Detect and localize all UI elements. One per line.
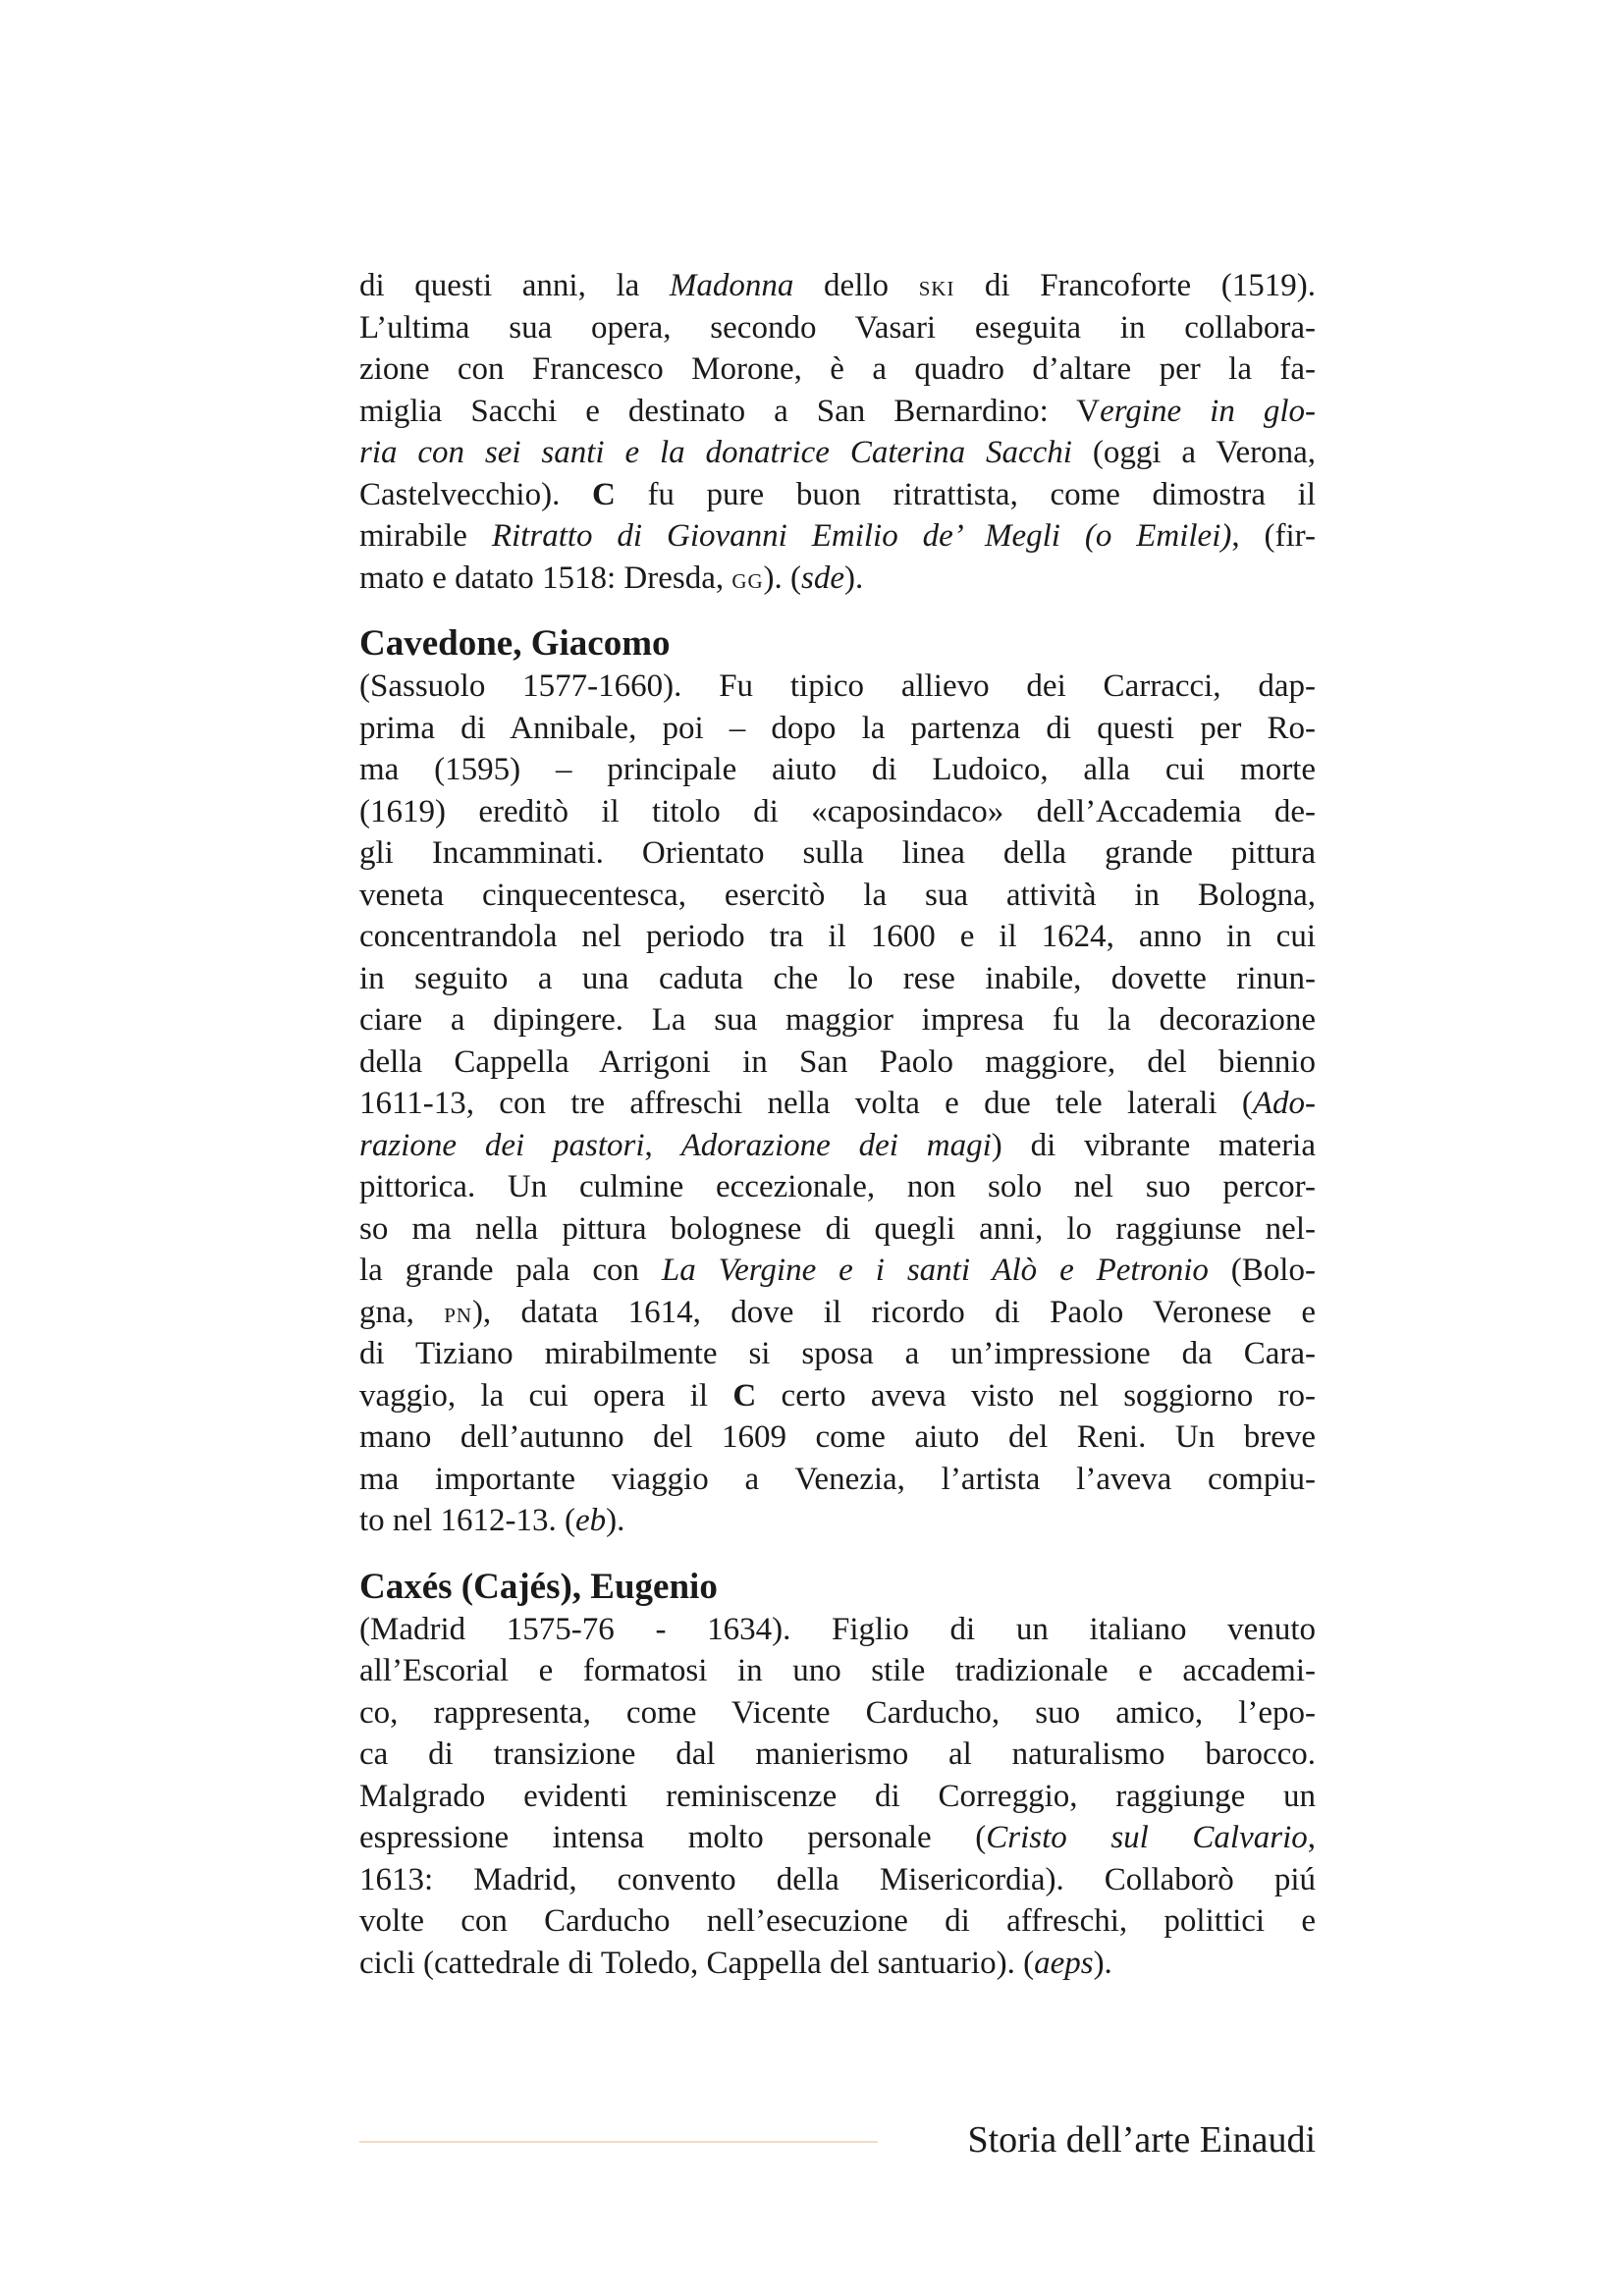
text-line [359, 1375, 1316, 1417]
page-body [359, 265, 1316, 1984]
text-run: di Tiziano mirabilmente si sposa a un’impressione da Cara- [359, 1336, 1316, 1371]
text-line [359, 1650, 1316, 1692]
text-run: gg [731, 561, 764, 595]
text-line [359, 1734, 1316, 1776]
text-run: ma (1595) – principale aiuto di Ludoico, alla cui morte [359, 752, 1316, 787]
entry-body-caxes [359, 1609, 1316, 1985]
text-line [359, 875, 1316, 917]
text-run: sde [801, 560, 845, 596]
text-line [359, 916, 1316, 958]
text-line [359, 958, 1316, 1000]
text-run: dello [793, 268, 919, 303]
text-run: (1619) ereditò il titolo di «caposindaco» dell’Accademia de- [359, 793, 1316, 829]
text-line [359, 832, 1316, 875]
text-run: ca di transizione dal manierismo al naturalismo barocco. [359, 1736, 1316, 1772]
text-run: volte con Carducho nell’esecuzione di affreschi, polittici e [359, 1903, 1316, 1939]
text-line [359, 1776, 1316, 1818]
text-run: ). ( [763, 560, 802, 596]
text-run: Ado- [1252, 1086, 1316, 1121]
text-line [359, 1292, 1316, 1334]
text-run: prima di Annibale, poi – dopo la partenza di questi per Ro- [359, 710, 1316, 746]
text-run: concentrandola nel periodo tra il 1600 e il 1624, anno in cui [359, 919, 1316, 954]
text-line [359, 348, 1316, 391]
entry-body-cavedone [359, 666, 1316, 1542]
text-line [359, 999, 1316, 1041]
text-run: aeps [1034, 1945, 1094, 1981]
text-run: certo aveva visto nel soggiorno ro- [756, 1377, 1316, 1414]
text-run: (Bolo- [1208, 1253, 1316, 1288]
text-run: ma importante viaggio a Venezia, l’artista l’aveva compiu- [359, 1461, 1316, 1497]
text-run: ria con sei santi e la donatrice Caterina Sacchi [359, 435, 1072, 470]
text-line [359, 265, 1316, 307]
text-run: all’Escorial e formatosi in uno stile tradizionale e accademi- [359, 1653, 1316, 1688]
text-run: C [732, 1377, 757, 1414]
text-run: cicli (cattedrale di Toledo, Cappella del santuario). ( [359, 1945, 1035, 1981]
text-line [359, 1943, 1316, 1985]
text-run: zione con Francesco Morone, è a quadro d’altare per la fa- [359, 351, 1316, 387]
text-line [359, 1900, 1316, 1943]
intro-paragraph [359, 265, 1316, 599]
text-run: mato e datato 1518: Dresda, [359, 560, 732, 596]
text-line [359, 1459, 1316, 1501]
text-line [359, 1416, 1316, 1459]
entry-title-cavedone: Cavedone, Giacomo [359, 623, 671, 664]
text-run: mano dell’autunno del 1609 come aiuto del Reni. Un breve [359, 1419, 1316, 1455]
text-run: , [644, 1127, 681, 1163]
text-line [359, 1250, 1316, 1292]
text-run: la grande pala con [359, 1253, 662, 1288]
text-run: miglia Sacchi e destinato a San Bernardino: V [359, 393, 1101, 429]
footer-publisher: Storia dell’arte Einaudi [967, 2119, 1316, 2161]
text-line [359, 708, 1316, 750]
text-run: to nel 1612-13. ( [359, 1503, 575, 1538]
text-run: (Sassuolo 1577-1660). Fu tipico allievo dei Carracci, dap- [359, 668, 1316, 704]
text-run: co, rappresenta, come Vicente Carducho, suo amico, l’epo- [359, 1694, 1316, 1731]
text-line [359, 666, 1316, 708]
text-line [359, 749, 1316, 791]
text-run: ). [606, 1503, 625, 1538]
text-line [359, 1083, 1316, 1125]
text-run: gna, [359, 1294, 445, 1330]
text-run: pittorica. Un culmine eccezionale, non solo nel suo percor- [359, 1169, 1316, 1204]
text-run: mirabile [359, 518, 492, 554]
text-line [359, 558, 1316, 600]
text-run: Cristo sul Calvario [986, 1820, 1308, 1855]
text-run: della Cappella Arrigoni in San Paolo maggiore, del biennio [359, 1043, 1316, 1080]
text-run: gli Incamminati. Orientato sulla linea della grande pittura [359, 835, 1316, 871]
text-run: (oggi a Verona, [1071, 435, 1316, 470]
text-run: Malgrado evidenti reminiscenze di Correggio, raggiunge un [359, 1778, 1316, 1814]
text-run: L’ultima sua opera, secondo Vasari eseguita in collabora- [359, 309, 1316, 346]
text-run: Adorazione dei magi [680, 1127, 992, 1163]
text-run: eb [574, 1503, 607, 1538]
text-run: Madonna [669, 268, 794, 303]
text-line [359, 1166, 1316, 1208]
text-run: ergine in glo- [1100, 393, 1317, 429]
text-run: razione dei pastori [359, 1127, 645, 1163]
footer-rule [359, 2141, 878, 2143]
text-run: pn [444, 1295, 472, 1329]
text-run: in seguito a una caduta che lo rese inabile, dovette rinun- [359, 960, 1316, 996]
text-run: vaggio, la cui opera il [359, 1377, 733, 1414]
text-run: espressione intensa molto personale ( [359, 1820, 987, 1855]
text-run: , (fir- [1231, 518, 1316, 554]
text-run: La Vergine e i santi Alò e Petronio [661, 1253, 1209, 1288]
text-run: so ma nella pittura bolognese di quegli anni, lo raggiunse nel- [359, 1210, 1316, 1247]
text-run: (Madrid 1575-76 - 1634). Figlio di un italiano venuto [359, 1611, 1316, 1647]
text-run: , [1307, 1820, 1316, 1855]
text-line [359, 1692, 1316, 1735]
text-run: Ritratto di Giovanni Emilio de’ Megli (o Emilei) [491, 518, 1232, 554]
text-run: ski [918, 269, 955, 302]
text-line [359, 1500, 1316, 1542]
text-line [359, 1609, 1316, 1651]
text-run: 1613: Madrid, convento della Misericordia). Collaborò piú [359, 1861, 1316, 1897]
text-line [359, 1859, 1316, 1901]
text-run: fu pure buon ritrattista, come dimostra il [615, 476, 1316, 512]
text-run: ) di vibrante materia [991, 1127, 1316, 1163]
text-run: veneta cinquecentesca, esercitò la sua attività in Bologna, [359, 877, 1316, 913]
text-line [359, 1817, 1316, 1859]
text-run: ). [1093, 1945, 1112, 1981]
text-run: ciare a dipingere. La sua maggior impresa fu la decorazione [359, 1002, 1316, 1038]
page-footer [359, 2112, 1316, 2171]
text-line [359, 791, 1316, 833]
text-line [359, 391, 1316, 433]
text-line [359, 1041, 1316, 1084]
text-run: ). [844, 560, 864, 596]
text-run: ), datata 1614, dove il ricordo di Paolo Veronese e [471, 1294, 1316, 1330]
text-run: di Francoforte (1519). [954, 268, 1316, 303]
entry-title-caxes: Caxés (Cajés), Eugenio [359, 1566, 718, 1607]
text-run: C [591, 476, 616, 512]
text-line [359, 432, 1316, 474]
text-line [359, 474, 1316, 516]
text-run: Castelvecchio). [359, 476, 592, 512]
text-line [359, 515, 1316, 558]
text-run: di questi anni, la [359, 268, 670, 303]
text-line [359, 1208, 1316, 1251]
text-run: 1611-13, con tre affreschi nella volta e due tele laterali ( [359, 1086, 1253, 1121]
text-line [359, 1125, 1316, 1167]
text-line [359, 307, 1316, 349]
text-line [359, 1333, 1316, 1375]
